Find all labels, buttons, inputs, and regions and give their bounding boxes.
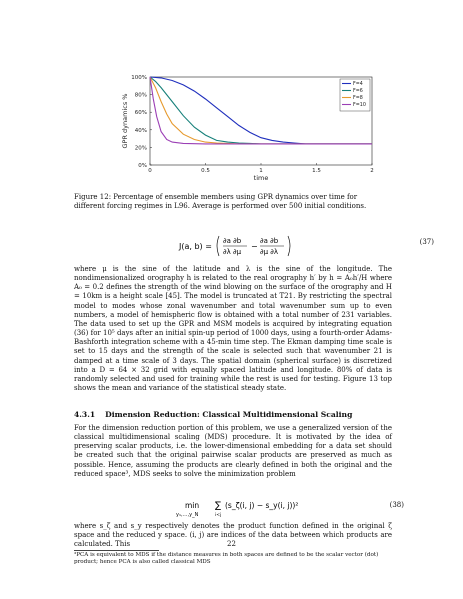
x-tick-label: 1 bbox=[259, 168, 263, 174]
equation-38 bbox=[175, 498, 404, 520]
series-line bbox=[150, 77, 372, 144]
legend-label: F=8 bbox=[353, 96, 363, 101]
svg-text:−: − bbox=[251, 242, 258, 251]
min-subscript: y₁,…,y_N bbox=[176, 512, 199, 518]
footnote-rule bbox=[74, 550, 159, 551]
min-operator: min bbox=[185, 501, 200, 510]
svg-text:∂a ∂b: ∂a ∂b bbox=[260, 237, 279, 245]
paragraph: For the dimension reduction portion of this problem, we use a generalized version of the classical multidimensional scaling (MDS) procedure. It is motivated by the idea of preserving scalar products, i.e. the lower-dimensional embedding for a data set should be created such that the original pairwise scalar products are preserved as much as possible. Hence, assuming the products are clearly defined in both the original and the reduced space³, MDS seeks to solve the minimization problem bbox=[74, 424, 392, 478]
equation-number: (37) bbox=[419, 238, 434, 246]
paragraph: where s_ζ and s_y respectively denotes the product function defined in the original ζ space and the reduced y space. (i, j) are indices of the data between which products are calculated. This bbox=[74, 522, 392, 549]
gpr-dynamics-chart bbox=[85, 72, 395, 190]
x-tick-label: 2 bbox=[370, 168, 374, 174]
plot-area bbox=[150, 77, 372, 165]
y-tick-label: 100% bbox=[131, 75, 147, 81]
sum-body: (s_ζ(i, j) − s_y(i, j))² bbox=[225, 501, 299, 510]
section-number: 4.3.1 bbox=[74, 410, 96, 419]
y-tick-label: 60% bbox=[134, 110, 147, 117]
y-tick-label: 40% bbox=[134, 127, 147, 134]
legend-label: F=4 bbox=[353, 82, 363, 87]
section-title: Dimension Reduction: Classical Multidimensional Scaling bbox=[105, 410, 353, 419]
svg-text:∑: ∑ bbox=[215, 501, 222, 511]
svg-text:∂λ ∂μ: ∂λ ∂μ bbox=[223, 248, 242, 256]
figure-caption: Figure 12: Percentage of ensemble members using GPR dynamics over time for different forcing regimes in L96. Average is performed over 500 initial conditions. bbox=[74, 193, 367, 210]
y-tick-label: 0% bbox=[138, 163, 147, 169]
jacobian-formula bbox=[155, 232, 385, 260]
paragraph: where μ is the sine of the latitude and λ is the sine of the longitude. The nondimensionalized orography h is related to the real orography h′ by h = A₀h′/H where A₀ = 0.2 defines the strength of the wind blowing on the surface of the orography and H = 10km is a height scale [45]. The model is truncated at T21. By restricting the spectral model to modes whose zonal wavenumber and total wavenumber sum up to even numbers, a model of hemispheric flow is obtained with a total number of 231 variables. The data used to set up the GPR and MSM models is acquired by integrating equation (36) for 10⁵ days after an initial spin-up period of 1000 days, using a fourth-order Adams-Bashforth integration scheme with a 45-min time step. The Ekman damping time scale is set to 15 days and the strength of the scale is selected such that wavenumber 21 is damped at a time scale of 3 days. The spatial domain (spherical surface) is discretized into a D = 64 × 32 grid with equally spaced latitude and longitude. 80% of data is randomly selected and used for training while the rest is used for testing. Figure 13 top shows the mean and variance of the statistical steady state. bbox=[74, 265, 392, 393]
equation-37 bbox=[155, 232, 434, 260]
figure-12 bbox=[85, 72, 395, 190]
equation-lhs: J(a, b) = bbox=[179, 242, 212, 251]
page-number: 22 bbox=[227, 540, 236, 548]
y-tick-label: 80% bbox=[134, 92, 147, 99]
legend-label: F=6 bbox=[353, 89, 363, 94]
x-axis-label: time bbox=[253, 174, 269, 182]
x-tick-label: 0 bbox=[148, 168, 152, 174]
svg-text:∂a ∂b: ∂a ∂b bbox=[223, 237, 242, 245]
equation-number: (38) bbox=[389, 501, 404, 509]
footnote: ³PCA is equivalent to MDS if the distance measures in both spaces are defined to be the scalar vector (dot) product; hence PCA is also called classical MDS bbox=[74, 552, 379, 565]
section-heading bbox=[74, 410, 352, 419]
x-tick-label: 1.5 bbox=[312, 168, 321, 174]
y-tick-label: 20% bbox=[134, 145, 147, 152]
sum-subscript: i<j bbox=[215, 513, 222, 518]
y-axis-label: GPR dynamics % bbox=[121, 93, 129, 149]
svg-text:∂μ ∂λ: ∂μ ∂λ bbox=[260, 248, 279, 256]
x-tick-label: 0.5 bbox=[201, 168, 210, 174]
minimization-formula bbox=[175, 498, 385, 520]
legend-label: F=10 bbox=[353, 103, 366, 108]
